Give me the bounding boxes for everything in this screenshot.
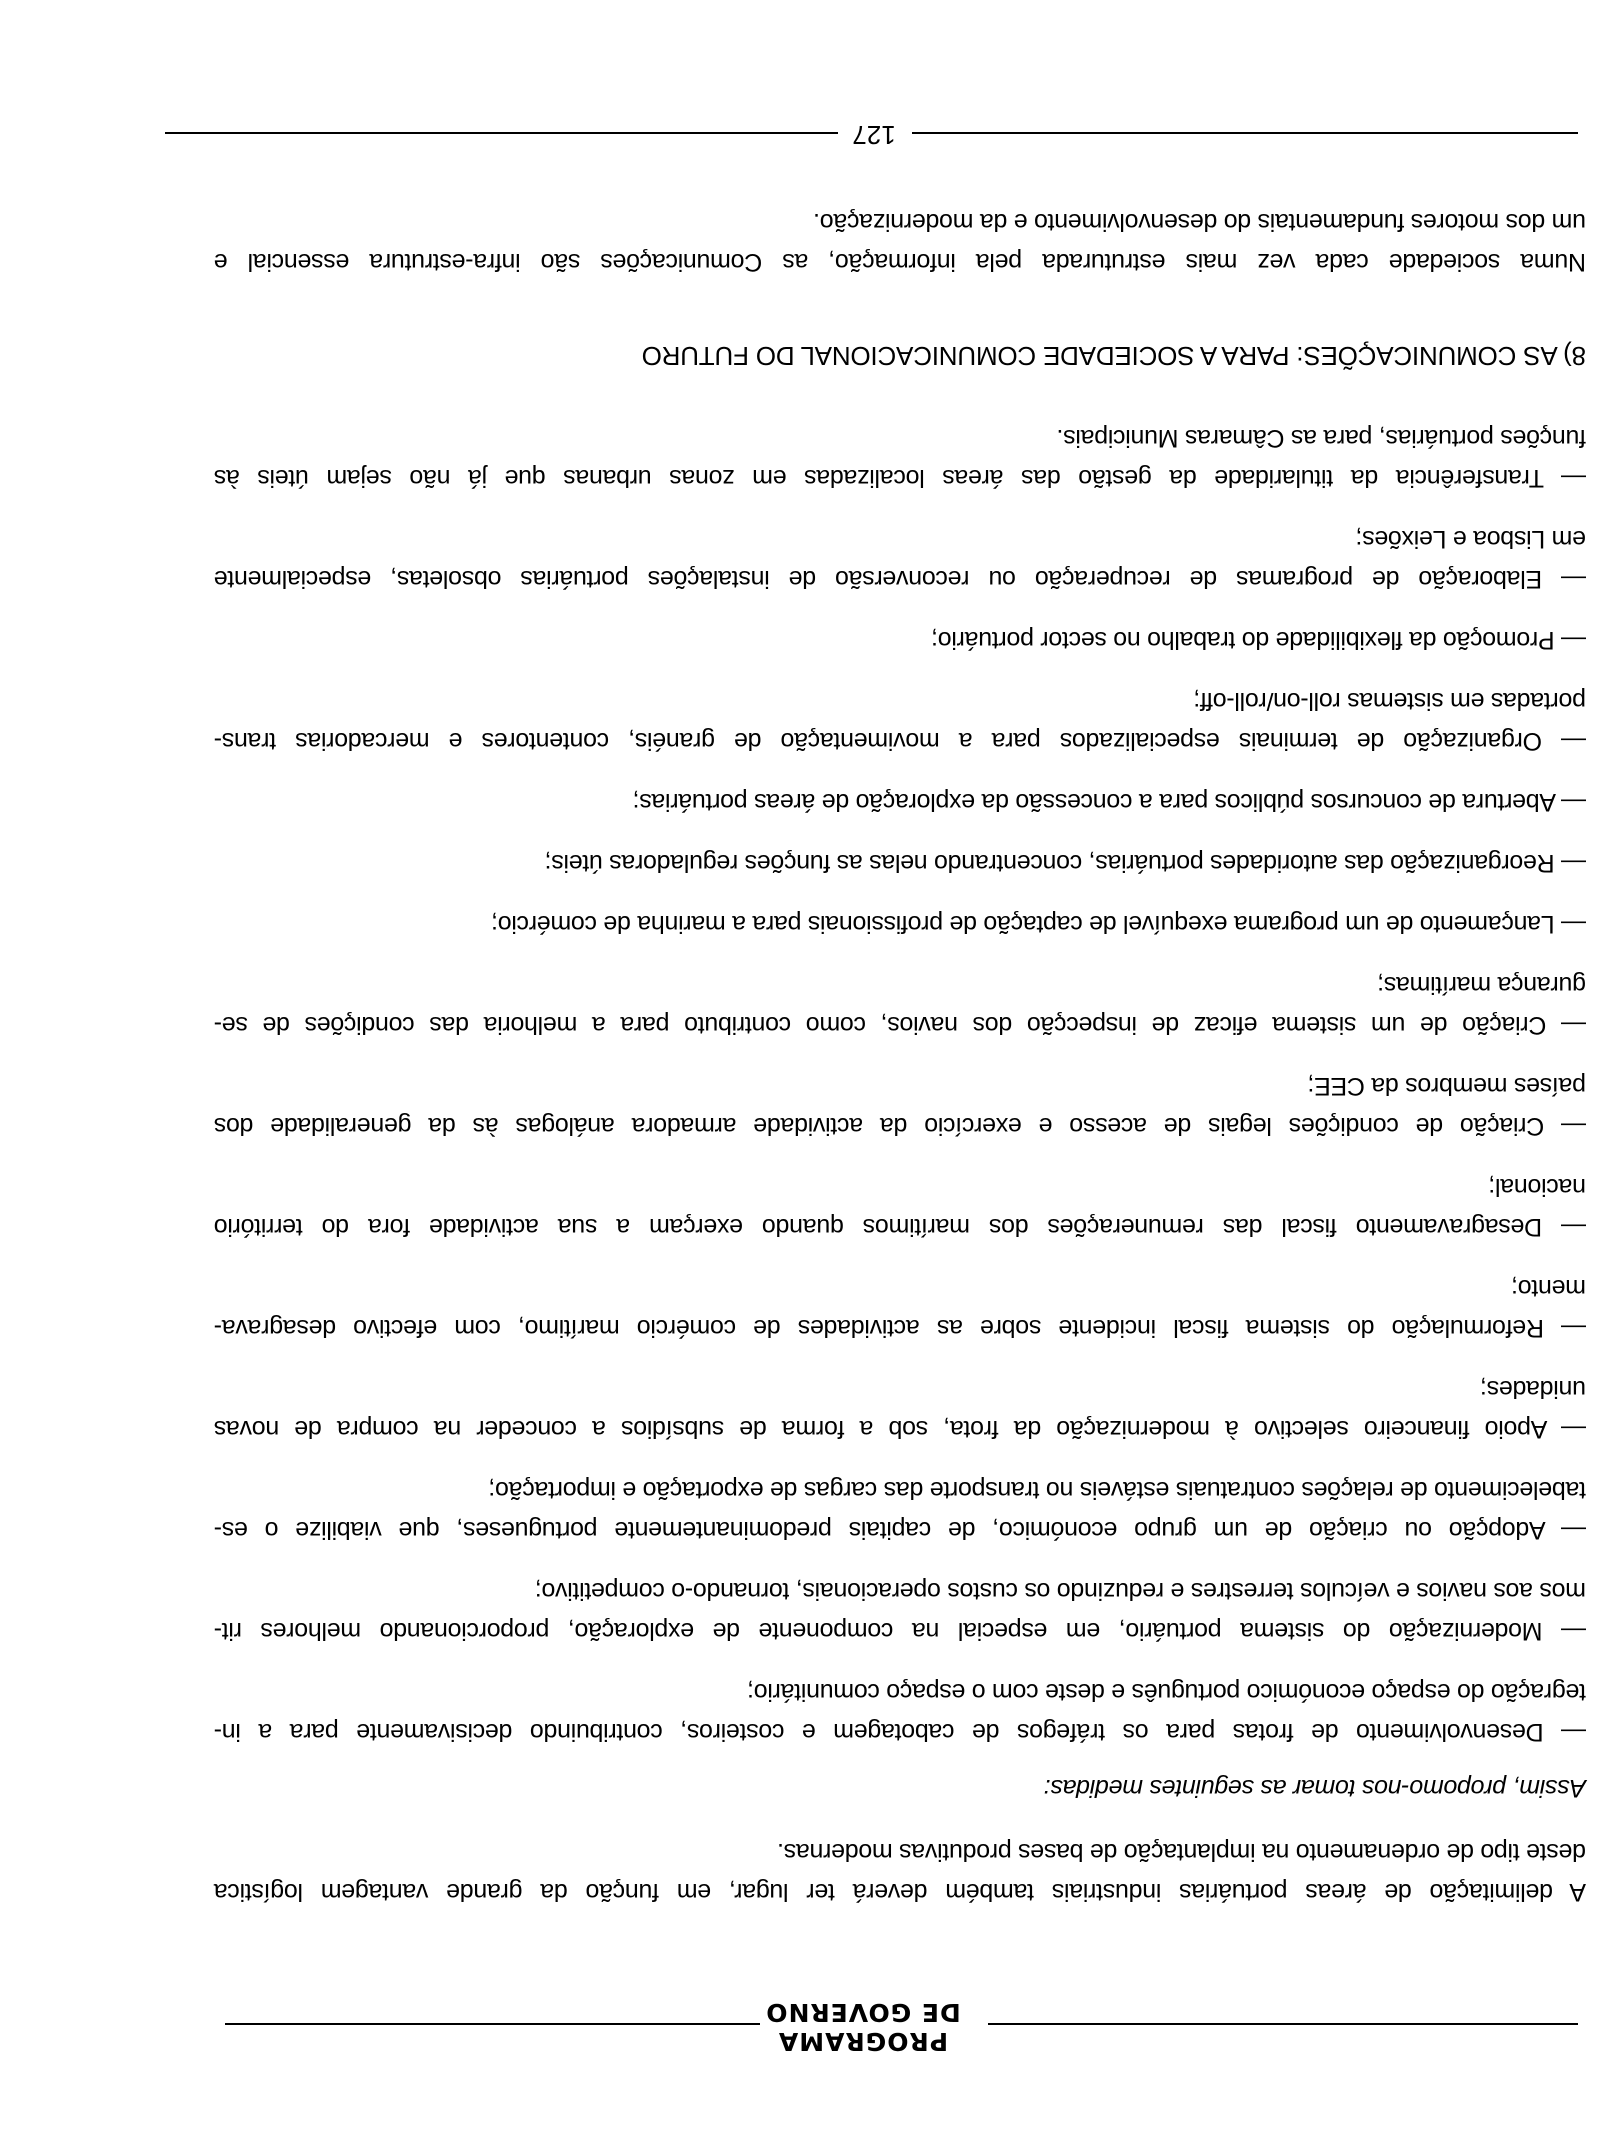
- text-line: Assim, propomo-nos tomar as seguintes medidas:: [1044, 1774, 1586, 1802]
- lead-sentence: [214, 1768, 1586, 1808]
- footer-rule-right: [165, 132, 838, 134]
- list-item: [214, 782, 1586, 822]
- text-line: mento;: [1511, 1274, 1586, 1302]
- text-line: unidades;: [1480, 1375, 1586, 1403]
- text-line: deste tipo de ordenamento na implantação de bases produtivas modernas.: [777, 1838, 1586, 1866]
- list-item: [214, 965, 1586, 1045]
- list-item: [214, 1470, 1586, 1550]
- text-line: países membros da CEE;: [1307, 1072, 1586, 1100]
- list-item: [214, 1672, 1586, 1752]
- header-title-line1: PROGRAMA: [777, 2027, 949, 2056]
- text-line: — Criação de condições legais de acesso e exercício da actividade armadora análogas às da generalidade dos: [214, 1112, 1586, 1140]
- text-line: — Reorganização das autoridades portuárias, concentrando nelas as funções reguladoras úteis;: [544, 849, 1586, 877]
- section-heading: 8) AS COMUNICAÇÕES: PARA A SOCIEDADE COMUNICACIONAL DO FUTURO: [641, 341, 1586, 371]
- text-line: tegração do espaço económico português e deste com o espaço comunitário;: [747, 1678, 1586, 1706]
- intro-paragraph: [214, 1832, 1586, 1912]
- list-item: [214, 681, 1586, 761]
- section-paragraph: [214, 202, 1586, 282]
- list-item: [214, 418, 1586, 498]
- text-line: Numa sociedade cada vez mais estruturada pela informação, as Comunicações são infra-estrutura essencial e: [214, 248, 1586, 276]
- text-line: mos aos navios e veículos terrestres e reduzindo os custos operacionais, tornando-o competitivo;: [535, 1577, 1586, 1605]
- list-item: [214, 1369, 1586, 1449]
- list-item: [214, 843, 1586, 883]
- text-line: — Elaboração de programas de recuperação ou reconversão de instalações portuárias obsoletas, especialmente: [214, 565, 1586, 593]
- list-item: [214, 519, 1586, 599]
- text-line: — Desagravamento fiscal das remunerações dos marítimos quando exerçam a sua actividade fora do território: [214, 1213, 1586, 1241]
- list-item: [214, 1066, 1586, 1146]
- text-line: — Lançamento de um programa exequível de captação de profissionais para a marinha de comércio;: [491, 910, 1586, 938]
- text-line: — Desenvolvimento de frotas para os tráfegos de cabotagem e costeiros, contribuindo decisivamente para a in-: [214, 1718, 1586, 1746]
- page-number: 127: [852, 120, 896, 150]
- header-title: [763, 1998, 963, 2056]
- text-line: funções portuárias, para as Câmaras Municipais.: [1056, 424, 1586, 452]
- measures-list: [214, 397, 1586, 1752]
- text-line: — Modernização do sistema portuário, em especial na componente de exploração, proporcionando melhores rit-: [214, 1617, 1586, 1645]
- text-line: — Promoção da flexibilidade do trabalho no sector portuário;: [931, 626, 1586, 654]
- text-line: em Lisboa e Leixões;: [1355, 525, 1586, 553]
- text-line: — Abertura de concursos públicos para a concessão da exploração de áreas portuárias;: [632, 788, 1586, 816]
- text-line: tabelecimento de relações contratuais estáveis no transporte das cargas de exportação e importação;: [488, 1476, 1586, 1504]
- header-title-line2: DE GOVERNO: [765, 1998, 961, 2027]
- list-item: [214, 1167, 1586, 1247]
- list-item: [214, 620, 1586, 660]
- text-line: — Apoio financeiro selectivo à modernização da frota, sob a forma de subsídios a conceder na compra de novas: [214, 1415, 1586, 1443]
- text-line: — Criação de um sistema eficaz de inspecção dos navios, como contributo para a melhoria das condições de se-: [214, 1011, 1586, 1039]
- text-line: — Reformulação do sistema fiscal incidente sobre as actividades de comércio marítimo, com efectivo desagrava-: [214, 1314, 1586, 1342]
- text-line: nacional;: [1488, 1173, 1586, 1201]
- header-rule-left: [988, 2023, 1578, 2025]
- text-line: — Transferência da titularidade da gestão das áreas localizadas em zonas urbanas que já não sejam úteis às: [214, 464, 1586, 492]
- header-rule-right: [225, 2023, 760, 2025]
- text-line: A delimitação de áreas portuárias industriais também deverá ter lugar, em função da grande vantagem logística: [214, 1878, 1586, 1906]
- list-item: [214, 1268, 1586, 1348]
- list-item: [214, 1571, 1586, 1651]
- text-line: — Organização de terminais especializados para a movimentação de granéis, contentores e mercadorias trans-: [214, 727, 1586, 755]
- text-line: um dos motores fundamentais do desenvolvimento e da modernização.: [813, 208, 1586, 236]
- text-line: gurança marítimas;: [1377, 971, 1586, 999]
- footer-rule-left: [912, 132, 1578, 134]
- text-line: portadas em sistemas roll-on/roll-off;: [1193, 687, 1586, 715]
- text-line: — Adopção ou criação de um grupo económico, de capitais predominantemente portugueses, que viabilize o es-: [214, 1516, 1586, 1544]
- list-item: [214, 904, 1586, 944]
